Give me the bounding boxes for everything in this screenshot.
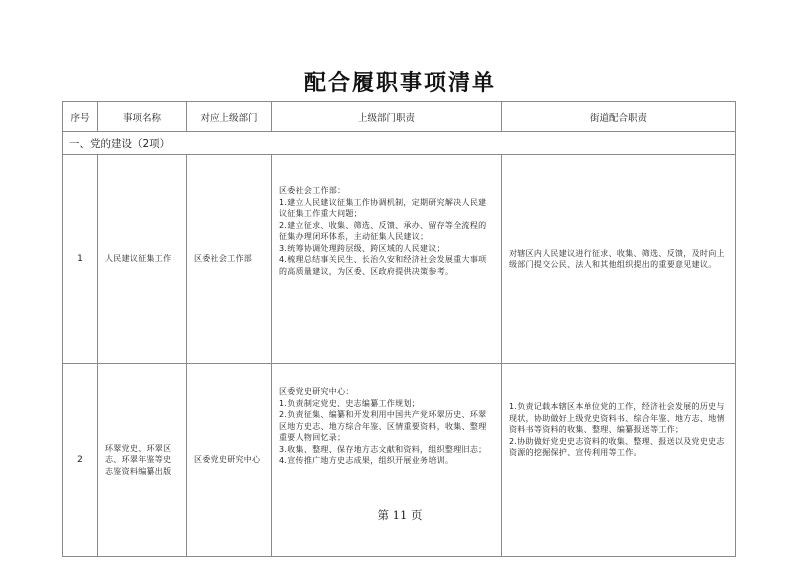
row-name: 环翠党史、环翠区志、环翠年鉴等史志鉴资料编纂出版	[98, 364, 187, 557]
row-dept: 区委社会工作部	[187, 155, 272, 364]
page-title: 配合履职事项清单	[303, 70, 496, 96]
header-cooperation: 街道配合职责	[502, 102, 736, 132]
table-row	[63, 364, 736, 557]
row-duties: 区委党史研究中心： 1.负责制定党史、史志编纂工作规划； 2.负责征集、编纂和开发利用中国共产党环翠历史、环翠区地方史志、地方综合年鉴、区情重要资料，收集、整理重要人物回忆录； 3.收集、整理、保存地方志文献和资料，组织整理旧志； 4.宣传推广地方史志成果，组织开展业务培训。	[272, 364, 502, 557]
row-cooperation: 对辖区内人民建议进行征求、收集、筛选、反馈，及时向上级部门提交公民、法人和其他组织提出的重要意见建议。	[502, 155, 736, 364]
row-num: 2	[63, 364, 98, 557]
header-num: 序号	[63, 102, 98, 132]
row-cooperation: 1.负责记载本辖区本单位党的工作，经济社会发展的历史与现状，协助做好上级党史资料书、综合年鉴、地方志、地情资料书等资料的收集、整理、编纂报送等工作； 2.协助做好党史史志资料的收集、整理、报送以及党史史志资源的挖掘保护、宣传利用等工作。	[502, 364, 736, 557]
header-name: 事项名称	[98, 102, 187, 132]
header-duties: 上级部门职责	[272, 102, 502, 132]
page-number: 第 11 页	[377, 508, 423, 522]
section-label: 一、党的建设（2项）	[63, 132, 736, 155]
row-num: 1	[63, 155, 98, 364]
table-row	[63, 155, 736, 364]
row-name: 人民建议征集工作	[98, 155, 187, 364]
header-dept: 对应上级部门	[187, 102, 272, 132]
row-duties: 区委社会工作部： 1.建立人民建议征集工作协调机制，定期研究解决人民建议征集工作重大问题； 2.建立征求、收集、筛选、反馈、承办、留存等全流程的征集办理闭环体系，主动征集人民建议； 3.统筹协调处理跨层级、跨区域的人民建议； 4.梳理总结事关民生、长治久安和经济社会发展重大事项的高质量建议，为区委、区政府提供决策参考。	[272, 155, 502, 364]
duty-table	[62, 101, 736, 557]
section-row	[63, 132, 736, 155]
row-dept: 区委党史研究中心	[187, 364, 272, 557]
table-header-row	[63, 102, 736, 132]
